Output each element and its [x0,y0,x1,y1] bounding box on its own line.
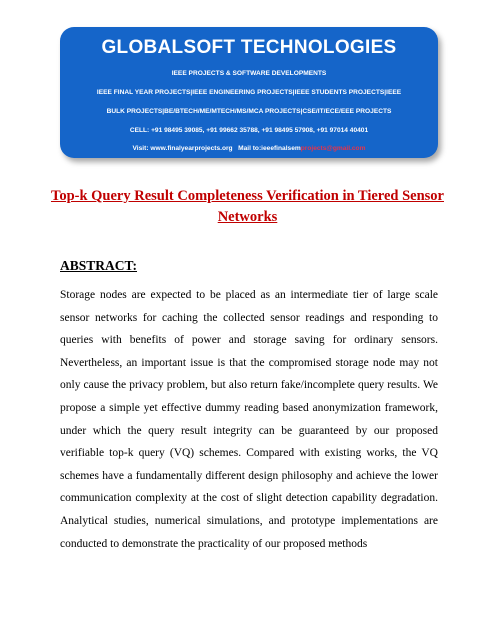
banner-tagline: IEEE PROJECTS & SOFTWARE DEVELOPMENTS [171,70,327,77]
banner-contact-line [60,144,438,154]
email-highlight[interactable]: projects@gmail.com [300,145,366,152]
document-title: Top-k Query Result Completeness Verification in Tiered Sensor Networks [50,188,444,225]
website-link[interactable]: Visit: www.finalyearprojects.org [132,145,233,152]
banner-bulk-line: BULK PROJECTS|BE/BTECH/ME/MTECH/MS/MCA PROJECTS|CSE/IT/ECE/EEE PROJECTS [106,108,392,115]
banner-projects-line: IEEE FINAL YEAR PROJECTS|IEEE ENGINEERING PROJECTS|IEEE STUDENTS PROJECTS|IEEE [96,89,402,96]
abstract-heading: ABSTRACT: [60,258,138,273]
email-label[interactable]: Mail to:ieeefinalsem [238,145,301,152]
abstract-body: Storage nodes are expected to be placed as an intermediate tier of large scale sensor networks for caching the collected sensor readings and responding to queries with benefits of power and storage saving for ordinary sensors. Nevertheless, an important issue is that the compromised storage node may not only cause the privacy problem, but also return fake/incomplete query results. We propose a simple yet effective dummy reading based anonymization framework, under which the query result integrity can be guaranteed by our proposed verifiable top-k query (VQ) schemes. Compared with existing works, the VQ schemes have a fundamentally different design philosophy and achieve the lower communication complexity at the cost of slight detection capability degradation. Analytical studies, numerical simulations, and prototype implementations are conducted to demonstrate the practicality of our proposed methods [60,289,438,550]
header-banner [60,27,438,158]
company-name: GLOBALSOFT TECHNOLOGIES [101,37,397,58]
banner-phone-line: CELL: +91 98495 39085, +91 99662 35788, +91 98495 57908, +91 97014 40401 [129,127,369,134]
